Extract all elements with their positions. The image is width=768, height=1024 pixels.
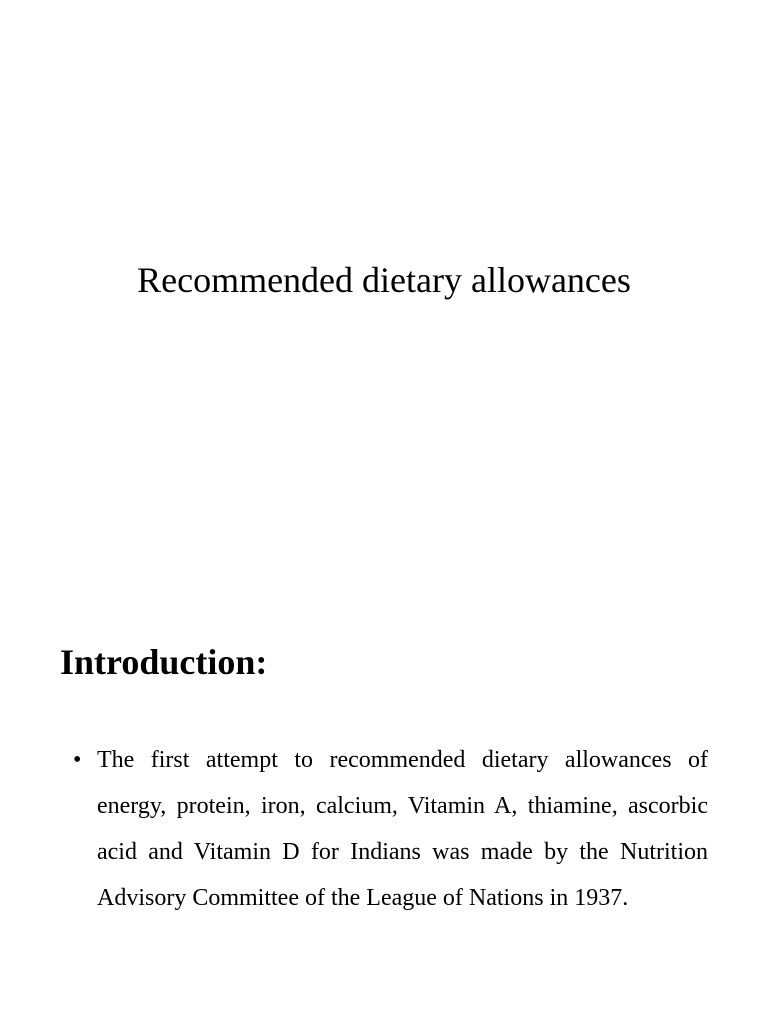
bullet-text: The first attempt to recommended dietary allowances of energy, protein, iron, calcium, Vitamin A, thiamine, ascorbic acid and Vitamin D for Indians was made by the Nutrition Advisory Committee of the League of Nations in 1937. xyxy=(97,747,708,911)
document-title: Recommended dietary allowances xyxy=(137,260,631,300)
bullet-icon: • xyxy=(73,747,82,773)
list-item xyxy=(73,737,708,921)
section-heading-introduction: Introduction: xyxy=(60,642,268,682)
introduction-bullet-list xyxy=(73,737,708,921)
